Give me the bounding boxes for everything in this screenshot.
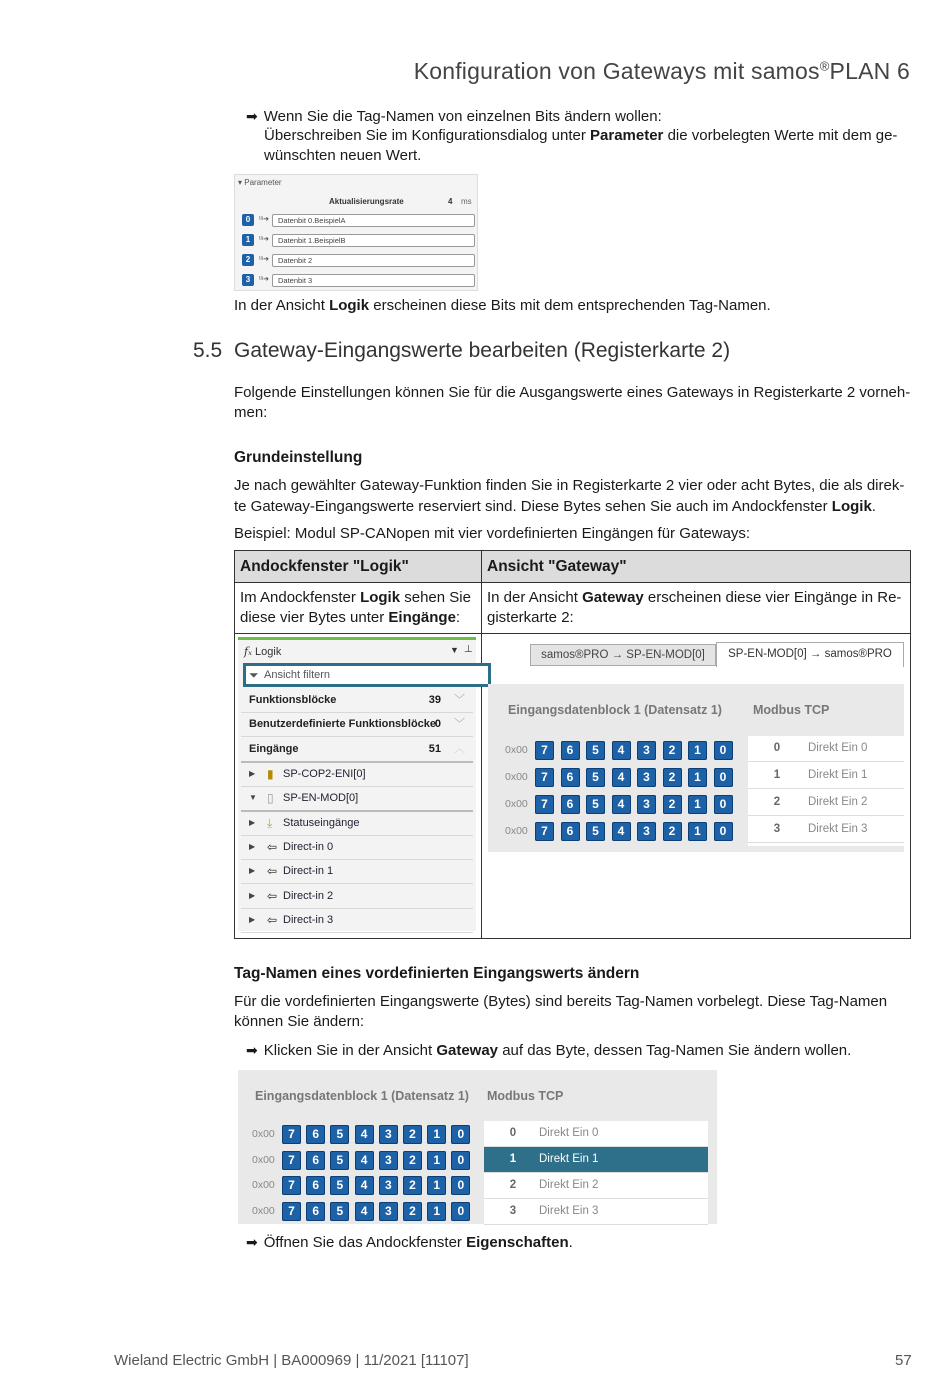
bit-button[interactable]: 6 xyxy=(561,741,580,760)
category-count: 51 xyxy=(428,743,441,755)
expand-triangle-icon[interactable]: ▶ xyxy=(249,769,256,778)
running-header-title: Konfiguration von Gateways mit samos xyxy=(413,58,820,84)
bit-button[interactable]: 3 xyxy=(379,1176,398,1195)
category-count: 0 xyxy=(434,718,441,730)
text-fragment: erscheinen diese Bits mit dem entsprechenden Tag-Namen. xyxy=(369,297,771,314)
byte-hex-value: 0x00 xyxy=(252,1153,275,1166)
expand-triangle-icon[interactable]: ▶ xyxy=(249,866,256,875)
intro-bullet-line3: wünschten neuen Wert. xyxy=(264,147,422,164)
function-icon: fₓ xyxy=(244,645,252,658)
bit-button[interactable]: 5 xyxy=(586,795,605,814)
bit-button[interactable]: 4 xyxy=(355,1176,374,1195)
modbus-row-name: Direkt Ein 1 xyxy=(808,769,868,781)
param-row xyxy=(242,254,472,267)
block-header: Eingangsdatenblock 1 (Datensatz 1) xyxy=(255,1089,469,1103)
bit-button[interactable]: 7 xyxy=(282,1125,301,1144)
arrow-right-icon: ➡ xyxy=(246,108,258,124)
protocol-header: Modbus TCP xyxy=(487,1089,564,1103)
logik-panel-title xyxy=(244,645,281,658)
bit-button[interactable]: 3 xyxy=(637,768,656,787)
input-icon: ⇦ xyxy=(267,913,278,927)
bit-button[interactable]: 5 xyxy=(330,1202,349,1221)
modbus-row-name: Direkt Ein 3 xyxy=(808,823,868,835)
bit-button[interactable]: 4 xyxy=(355,1151,374,1170)
bit-button[interactable]: 2 xyxy=(663,795,682,814)
bit-button[interactable]: 6 xyxy=(306,1202,325,1221)
bit-button[interactable]: 1 xyxy=(427,1125,446,1144)
modbus-row-name: Direkt Ein 0 xyxy=(808,742,868,754)
module-icon: ▯ xyxy=(267,791,274,805)
parameter-header: ▾ Parameter xyxy=(238,178,282,187)
grund-line2 xyxy=(234,497,876,517)
category-count: 39 xyxy=(428,694,441,706)
bit-button[interactable]: 3 xyxy=(637,822,656,841)
bit-row xyxy=(252,1151,492,1171)
text-fragment: Klicken Sie in der Ansicht xyxy=(263,1042,437,1059)
last-bullet xyxy=(246,1232,573,1253)
modbus-list xyxy=(748,736,904,846)
intro-bullet xyxy=(246,106,662,127)
tag-name-input[interactable]: Datenbit 3 xyxy=(272,274,475,287)
text-fragment: In der Ansicht xyxy=(234,297,330,314)
logik-panel xyxy=(238,637,476,931)
parameter-header-label: Parameter xyxy=(244,178,282,187)
bit-row xyxy=(505,741,745,761)
bit-row xyxy=(505,795,745,815)
bit-number-badge: 1 xyxy=(242,234,254,246)
bit-button[interactable]: 5 xyxy=(330,1151,349,1170)
text-fragment: . xyxy=(568,1234,573,1251)
bit-button[interactable]: 7 xyxy=(282,1151,301,1170)
input-icon: ⇦ xyxy=(267,864,278,878)
text-fragment: die vorbelegten Werte mit dem ge- xyxy=(663,127,898,144)
bit-button[interactable]: 2 xyxy=(663,741,682,760)
byte-hex-value: 0x00 xyxy=(505,771,528,783)
bit-button[interactable]: 5 xyxy=(586,768,605,787)
text-fragment: In der Ansicht xyxy=(487,589,583,606)
tree-item[interactable] xyxy=(241,884,473,909)
input-icon: ⇦ xyxy=(267,840,278,854)
expand-triangle-icon[interactable]: ▶ xyxy=(249,818,256,827)
bit-button[interactable]: 7 xyxy=(535,795,554,814)
bit-button[interactable]: 1 xyxy=(427,1151,446,1170)
registered-mark: ® xyxy=(819,58,830,74)
grundeinstellung-heading: Grundeinstellung xyxy=(234,449,363,466)
gateway-figure-selected xyxy=(238,1070,717,1224)
modbus-row-name: Direkt Ein 2 xyxy=(808,796,868,808)
bold-eigenschaften: Eigenschaften xyxy=(466,1234,569,1251)
text-fragment: Überschreiben Sie im Konfigurationsdialog unter xyxy=(264,127,591,144)
text-fragment: : xyxy=(455,609,461,626)
modbus-row[interactable] xyxy=(748,763,904,789)
bit-button[interactable]: 7 xyxy=(282,1202,301,1221)
table-header xyxy=(235,551,910,583)
tree-item[interactable] xyxy=(241,811,473,836)
text-fragment: . xyxy=(871,498,876,515)
table-divider xyxy=(235,633,910,634)
tag-arrow-icon: ᵗᵃ➜ xyxy=(259,256,270,263)
bit-button[interactable]: 3 xyxy=(637,795,656,814)
table-divider xyxy=(481,551,482,938)
modbus-row[interactable] xyxy=(484,1121,708,1147)
modbus-row-name: Direkt Ein 1 xyxy=(539,1153,599,1165)
byte-hex-value: 0x00 xyxy=(505,744,528,756)
bit-button[interactable]: 1 xyxy=(688,822,707,841)
modbus-row-number: 1 xyxy=(773,769,781,781)
bit-button[interactable]: 5 xyxy=(586,822,605,841)
bit-button[interactable]: 1 xyxy=(688,741,707,760)
bit-button[interactable]: 0 xyxy=(451,1151,470,1170)
bit-row xyxy=(252,1176,492,1196)
bit-number-badge: 3 xyxy=(242,274,254,286)
bit-button[interactable]: 6 xyxy=(561,768,580,787)
modbus-row-number: 0 xyxy=(509,1127,517,1139)
block-header: Eingangsdatenblock 1 (Datensatz 1) xyxy=(508,703,722,717)
rate-value: 4 xyxy=(448,197,453,206)
text-fragment: Im Andockfenster xyxy=(240,589,361,606)
byte-hex-value: 0x00 xyxy=(252,1205,275,1218)
category-label: Eingänge xyxy=(249,743,299,755)
table-header-gateway: Ansicht "Gateway" xyxy=(487,558,627,575)
filter-input[interactable] xyxy=(243,663,491,687)
bit-row xyxy=(505,768,745,788)
running-header-product: PLAN 6 xyxy=(829,58,910,84)
expand-triangle-icon[interactable]: ▶ xyxy=(249,915,256,924)
table-cell-logik-text xyxy=(240,588,471,628)
bit-button[interactable]: 0 xyxy=(451,1125,470,1144)
pin-icon[interactable]: ⊥ xyxy=(464,644,473,655)
arrow-right-icon: ➡ xyxy=(246,1042,258,1058)
bit-button[interactable]: 3 xyxy=(637,741,656,760)
modbus-row-number: 1 xyxy=(509,1153,517,1165)
bit-button[interactable]: 7 xyxy=(282,1176,301,1195)
bit-button[interactable]: 6 xyxy=(561,822,580,841)
bit-button[interactable]: 7 xyxy=(535,822,554,841)
bit-button[interactable]: 6 xyxy=(306,1125,325,1144)
tree-item-label: Direct-in 0 xyxy=(283,841,334,853)
tree-item-label: Direct-in 3 xyxy=(283,914,334,926)
tree-item[interactable] xyxy=(241,786,473,812)
parameter-figure xyxy=(234,174,478,291)
modbus-row[interactable] xyxy=(748,736,904,762)
bit-button[interactable]: 2 xyxy=(403,1202,422,1221)
panel-accent-bar xyxy=(238,637,476,640)
text-fragment: te Gateway-Eingangswerte reserviert sind. Diese Bytes sehen Sie auch im Andockfenster xyxy=(234,498,832,515)
running-header xyxy=(414,58,910,85)
table-cell-gateway-text xyxy=(487,588,901,628)
tagnamen-bullet xyxy=(246,1040,851,1061)
bit-button[interactable]: 5 xyxy=(330,1125,349,1144)
bold-logik: Logik xyxy=(831,498,872,515)
category-eingaenge[interactable] xyxy=(241,737,473,763)
footer-left: Wieland Electric GmbH | BA000969 | 11/2021 [11107] xyxy=(114,1352,469,1369)
bit-button[interactable]: 7 xyxy=(535,768,554,787)
bold-logik: Logik xyxy=(360,589,401,606)
bit-button[interactable]: 5 xyxy=(330,1176,349,1195)
chevron-up-icon: ︿ xyxy=(454,743,465,755)
chevron-down-icon: ﹀ xyxy=(454,718,465,730)
module-icon: ▮ xyxy=(267,767,274,781)
bit-button[interactable]: 2 xyxy=(663,768,682,787)
bit-button[interactable]: 6 xyxy=(306,1151,325,1170)
tag-arrow-icon: ᵗᵃ➜ xyxy=(259,216,270,223)
bit-number-badge: 0 xyxy=(242,214,254,226)
bit-button[interactable]: 0 xyxy=(714,768,733,787)
bit-button[interactable]: 0 xyxy=(451,1202,470,1221)
tree-item-label: SP-EN-MOD[0] xyxy=(283,792,359,804)
text-fragment: Öffnen Sie das Andockfenster xyxy=(263,1234,467,1251)
modbus-list xyxy=(484,1121,708,1224)
text-fragment: diese vier Bytes unter xyxy=(240,609,389,626)
bold-parameter: Parameter xyxy=(590,127,664,144)
bit-button[interactable]: 4 xyxy=(612,822,631,841)
panel-menu-chevron-icon[interactable]: ▼ xyxy=(450,645,459,655)
table-header-logik: Andockfenster "Logik" xyxy=(240,558,409,575)
bit-button[interactable]: 2 xyxy=(403,1125,422,1144)
bit-button[interactable]: 2 xyxy=(403,1151,422,1170)
tree-item[interactable] xyxy=(241,908,473,933)
bit-button[interactable]: 6 xyxy=(561,795,580,814)
bit-button[interactable]: 3 xyxy=(379,1125,398,1144)
modbus-row-number: 2 xyxy=(509,1179,517,1191)
tag-name-input[interactable]: Datenbit 1.BeispielB xyxy=(272,234,475,247)
param-row xyxy=(242,234,472,247)
modbus-row-name: Direkt Ein 0 xyxy=(539,1127,599,1139)
expand-triangle-icon[interactable]: ▶ xyxy=(249,891,256,900)
bold-logik: Logik xyxy=(329,297,370,314)
section-intro-line1: Folgende Einstellungen können Sie für die Ausgangswerte eines Gateways in Registerkarte 2 vorneh- xyxy=(234,384,911,401)
page-number: 57 xyxy=(895,1352,912,1369)
section-number: 5.5 xyxy=(193,339,223,362)
bit-button[interactable]: 1 xyxy=(427,1202,446,1221)
grund-line1: Je nach gewählter Gateway-Funktion finden Sie in Registerkarte 2 vier oder acht Bytes, die als direk- xyxy=(234,477,905,494)
tab-from-module[interactable]: SP-EN-MOD[0] → samos®PRO xyxy=(716,642,904,667)
param-row xyxy=(242,214,472,227)
section-title: Gateway-Eingangswerte bearbeiten (Registerkarte 2) xyxy=(234,339,731,362)
expand-triangle-icon[interactable]: ▶ xyxy=(249,842,256,851)
chevron-down-icon: ﹀ xyxy=(454,694,465,706)
bit-button[interactable]: 0 xyxy=(714,822,733,841)
param-row xyxy=(242,274,472,287)
bit-button[interactable]: 4 xyxy=(612,795,631,814)
bit-number-badge: 2 xyxy=(242,254,254,266)
section-intro-line2: men: xyxy=(234,404,268,421)
bold-gateway: Gateway xyxy=(436,1042,499,1059)
intro-bullet-line1: Wenn Sie die Tag-Namen von einzelnen Bits ändern wollen: xyxy=(263,108,662,125)
bit-button[interactable]: 1 xyxy=(427,1176,446,1195)
modbus-row-name: Direkt Ein 2 xyxy=(539,1179,599,1191)
bit-row xyxy=(252,1125,492,1145)
bit-button[interactable]: 3 xyxy=(379,1151,398,1170)
bit-button[interactable]: 6 xyxy=(306,1176,325,1195)
bit-button[interactable]: 0 xyxy=(714,795,733,814)
bit-button[interactable]: 4 xyxy=(355,1202,374,1221)
filter-placeholder: Ansicht filtern xyxy=(264,669,331,681)
bit-button[interactable]: 0 xyxy=(451,1176,470,1195)
arrow-right-icon: ➡ xyxy=(246,1234,258,1250)
bit-button[interactable]: 1 xyxy=(688,768,707,787)
tagnamen-line2: können Sie ändern: xyxy=(234,1013,365,1030)
modbus-row[interactable] xyxy=(484,1173,708,1199)
text-fragment: gisterkarte 2: xyxy=(487,609,574,626)
intro-bullet-line2 xyxy=(264,126,897,146)
bit-row xyxy=(505,822,745,842)
byte-hex-value: 0x00 xyxy=(252,1179,275,1192)
category-benutzerdefinierte[interactable] xyxy=(241,712,473,737)
byte-hex-value: 0x00 xyxy=(505,798,528,810)
logik-sentence xyxy=(234,296,771,316)
byte-hex-value: 0x00 xyxy=(505,825,528,837)
input-icon: ⇦ xyxy=(267,889,278,903)
category-funktionsbloecke[interactable] xyxy=(241,688,473,713)
tab-to-module[interactable]: samos®PRO → SP-EN-MOD[0] xyxy=(530,644,716,666)
modbus-row-number: 0 xyxy=(773,742,781,754)
modbus-row-name: Direkt Ein 3 xyxy=(539,1205,599,1217)
tag-name-input[interactable]: Datenbit 2 xyxy=(272,254,475,267)
status-inputs-icon: ⤓ xyxy=(267,816,273,830)
bit-button[interactable]: 4 xyxy=(612,768,631,787)
tree-item-label: Direct-in 2 xyxy=(283,890,334,902)
byte-hex-value: 0x00 xyxy=(252,1128,275,1140)
logik-title-label: Logik xyxy=(255,646,282,658)
modbus-row[interactable] xyxy=(748,790,904,816)
rate-label: Aktualisierungsrate xyxy=(329,197,404,206)
category-label: Funktionsblöcke xyxy=(249,694,337,706)
text-fragment: auf das Byte, dessen Tag-Namen Sie ändern wollen. xyxy=(498,1042,852,1059)
modbus-row[interactable] xyxy=(484,1199,708,1225)
bold-gateway: Gateway xyxy=(582,589,644,606)
tagnamen-line1: Für die vordefinierten Eingangswerte (Bytes) sind bereits Tag-Namen vorbelegt. Diese Tag-Namen xyxy=(234,993,888,1010)
tag-arrow-icon: ᵗᵃ➜ xyxy=(259,236,270,243)
bit-button[interactable]: 5 xyxy=(586,741,605,760)
modbus-row[interactable] xyxy=(748,817,904,843)
bit-button[interactable]: 2 xyxy=(403,1176,422,1195)
bit-button[interactable]: 7 xyxy=(535,741,554,760)
modbus-row-number: 2 xyxy=(773,796,781,808)
protocol-header: Modbus TCP xyxy=(753,703,830,717)
modbus-row-number: 3 xyxy=(773,823,781,835)
filter-icon: ⏷ xyxy=(249,668,259,682)
tree-item-label: Direct-in 1 xyxy=(283,865,334,877)
tag-arrow-icon: ᵗᵃ➜ xyxy=(259,276,270,283)
bit-button[interactable]: 1 xyxy=(688,795,707,814)
tree-item[interactable] xyxy=(241,859,473,884)
tree-item-label: Statuseingänge xyxy=(283,817,360,829)
gateway-view xyxy=(488,640,906,852)
collapse-triangle-icon[interactable]: ▼ xyxy=(249,793,257,802)
bit-button[interactable]: 0 xyxy=(714,741,733,760)
bit-button[interactable]: 2 xyxy=(663,822,682,841)
bit-button[interactable]: 4 xyxy=(355,1125,374,1144)
bit-button[interactable]: 3 xyxy=(379,1202,398,1221)
text-fragment: sehen Sie xyxy=(400,589,471,606)
modbus-row-number: 3 xyxy=(509,1205,517,1217)
tagnamen-heading: Tag-Namen eines vordefinierten Eingangswerts ändern xyxy=(234,965,640,982)
tag-name-input[interactable]: Datenbit 0.BeispielA xyxy=(272,214,475,227)
category-label: Benutzerdefinierte Funktionsblöcke xyxy=(249,718,437,730)
modbus-row-selected[interactable] xyxy=(484,1147,708,1173)
bit-row xyxy=(252,1202,492,1222)
rate-unit: ms xyxy=(461,197,472,206)
tree-item-label: SP-COP2-ENI[0] xyxy=(283,768,366,780)
text-fragment: erscheinen diese vier Eingänge in Re- xyxy=(643,589,902,606)
gateway-datablock xyxy=(488,684,904,852)
bold-eingaenge: Eingänge xyxy=(388,609,456,626)
grund-line3: Beispiel: Modul SP-CANopen mit vier vordefinierten Eingängen für Gateways: xyxy=(234,525,751,542)
tree-item[interactable] xyxy=(241,835,473,860)
bit-button[interactable]: 4 xyxy=(612,741,631,760)
tree-item[interactable] xyxy=(241,762,473,787)
